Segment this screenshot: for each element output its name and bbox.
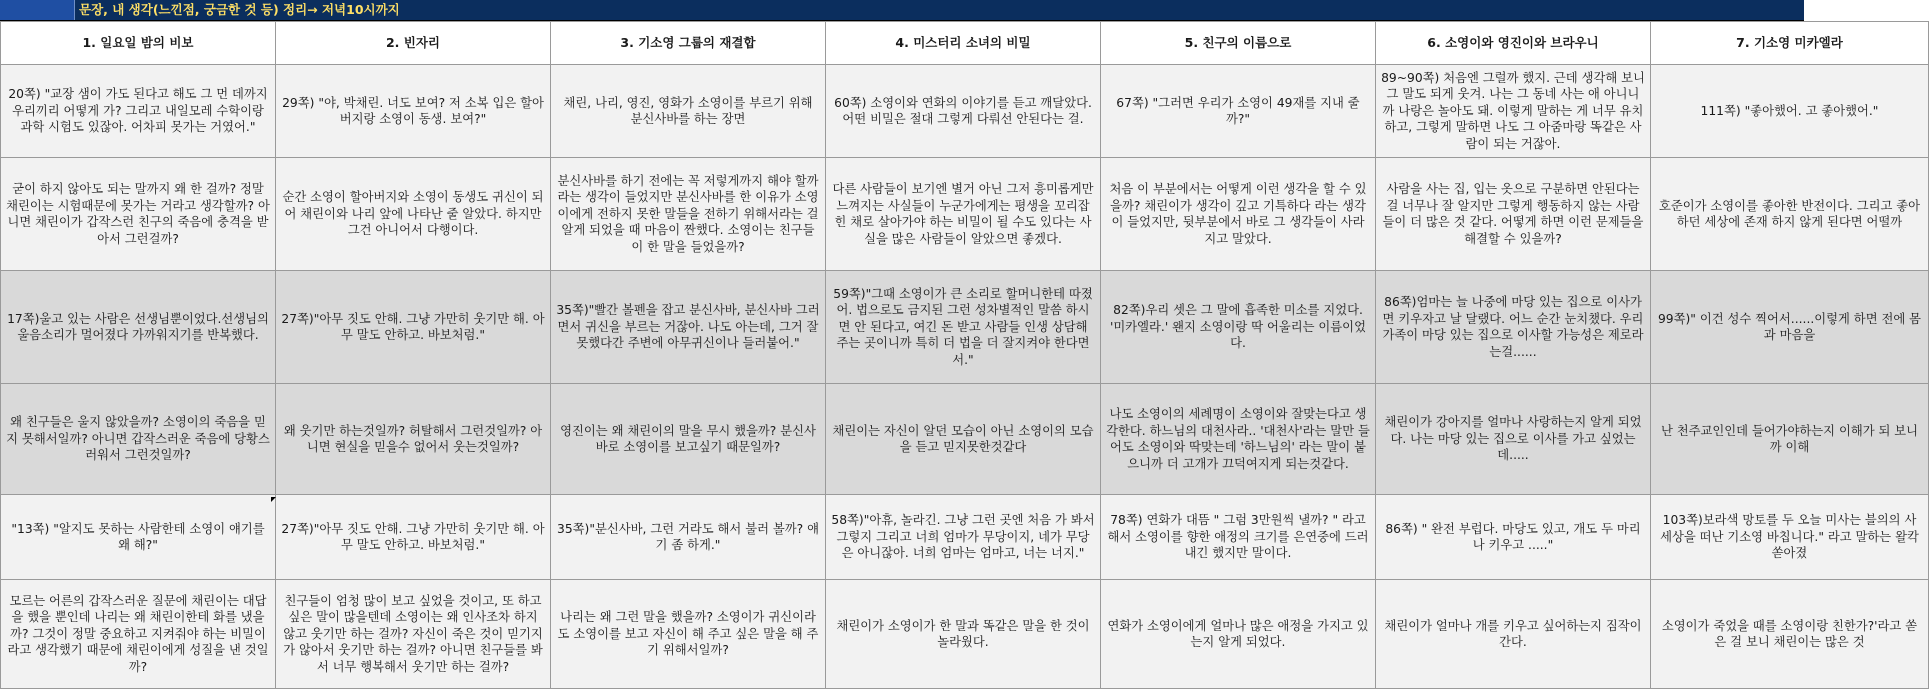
table-row xyxy=(1,495,1929,580)
table-cell[interactable]: "13쪽) "알지도 못하는 사람한테 소영이 얘기를 왜 해?" xyxy=(1,495,276,580)
table-cell[interactable]: 89~90쪽) 처음엔 그럴까 했지. 근데 생각해 보니 그 말도 되게 웃겨. 나는 그 동네 사는 애 아니니까 나랑은 놀아도 돼. 이렇게 말하는 게 너무 유치하고, 그렇게 말하면 나도 그 아줌마랑 똑같은 사람이 되는 거잖아. xyxy=(1376,65,1651,158)
table-cell[interactable]: 사람을 사는 집, 입는 옷으로 구분하면 안된다는 걸 너무나 잘 알지만 그렇게 행동하지 않는 사람들이 더 많은 것 같다. 어떻게 하면 이런 문제들을 해결할 수 있을까? xyxy=(1376,158,1651,271)
name-box[interactable] xyxy=(0,0,75,20)
column-header[interactable]: 5. 친구의 이름으로 xyxy=(1101,22,1376,65)
column-header[interactable]: 6. 소영이와 영진이와 브라우니 xyxy=(1376,22,1651,65)
table-row xyxy=(1,271,1929,384)
table-cell[interactable]: 35쪽)"빨간 볼펜을 잡고 분신사바, 분신사바 그러면서 귀신을 부르는 거잖아. 나도 아는데, 그거 잘못했다간 주변에 아무귀신이나 들러붙어." xyxy=(551,271,826,384)
table-cell[interactable]: 82쪽)우리 셋은 그 말에 흡족한 미소를 지었다. '미카엘라.' 왠지 소영이랑 딱 어울리는 이름이었다. xyxy=(1101,271,1376,384)
table-row xyxy=(1,580,1929,689)
table-cell[interactable]: 분신사바를 하기 전에는 꼭 저렇게까지 해야 할까 라는 생각이 들었지만 분신사바를 한 이유가 소영이에게 전하지 못한 말들을 전하기 위해서라는 걸 알게 되었을 때 마음이 짠했다. 소영이는 친구들이 한 말을 들었을까? xyxy=(551,158,826,271)
table-cell[interactable]: 60쪽) 소영이와 연화의 이야기를 듣고 깨달았다. 어떤 비밀은 절대 그렇게 다뤄선 안된다는 걸. xyxy=(826,65,1101,158)
table-cell[interactable]: 난 천주교인인데 들어가야하는지 이해가 되 보니까 이해 xyxy=(1651,384,1929,495)
table-cell[interactable]: 67쪽) "그러면 우리가 소영이 49재를 지내 줄까?" xyxy=(1101,65,1376,158)
header-row xyxy=(1,22,1929,65)
comment-indicator-icon[interactable] xyxy=(271,497,276,502)
table-row xyxy=(1,384,1929,495)
table-cell[interactable]: 왜 웃기만 하는것일까? 허탈해서 그런것일까? 아니면 현실을 믿을수 없어서 웃는것일까? xyxy=(276,384,551,495)
chapter-table xyxy=(0,21,1929,689)
sheet-title-bar xyxy=(0,0,1804,21)
table-cell[interactable]: 친구들이 엄청 많이 보고 싶었을 것이고, 또 하고 싶은 말이 많을텐데 소영이는 왜 인사조차 하지 않고 웃기만 하는 걸까? 자신이 죽은 것이 믿기지가 않아서 웃기만 하는 걸까? 아니면 친구들를 봐서 너무 행복해서 웃기만 하는 걸까? xyxy=(276,580,551,689)
sheet-title: 문장, 내 생각(느낀점, 궁금한 것 등) 정리→ 저녁10시까지 xyxy=(79,2,400,17)
column-header[interactable]: 2. 빈자리 xyxy=(276,22,551,65)
spreadsheet-grid[interactable] xyxy=(0,21,1922,693)
table-cell[interactable]: 27쪽)"아무 짓도 안해. 그냥 가만히 웃기만 해. 아무 말도 안하고. 바보처럼." xyxy=(276,271,551,384)
table-cell[interactable]: 111쪽) "좋아했어. 고 좋아했어." xyxy=(1651,65,1929,158)
table-cell[interactable]: 58쪽)"아휴, 놀라긴. 그냥 그런 곳엔 처음 가 봐서 그렇지 그리고 너희 엄마가 무당이지, 네가 무당은 아니잖아. 너희 엄마는 엄마고, 너는 너지." xyxy=(826,495,1101,580)
table-cell[interactable]: 채린, 나리, 영진, 영화가 소영이를 부르기 위해 분신사바를 하는 장면 xyxy=(551,65,826,158)
table-cell[interactable]: 나도 소영이의 세례명이 소영이와 잘맞는다고 생각한다. 하느님의 대천사라.. '대천사'라는 말만 들어도 소영이와 딱맞는데 '하느님의' 라는 말이 붙으니까 더 고개가 끄덕여지게 되는것같다. xyxy=(1101,384,1376,495)
table-row xyxy=(1,158,1929,271)
table-cell[interactable]: 35쪽)"분신사바, 그런 거라도 해서 불러 볼까? 얘기 좀 하게." xyxy=(551,495,826,580)
table-cell[interactable]: 17쪽)울고 있는 사람은 선생님뿐이었다.선생님의 울음소리가 멀어졌다 가까워지기를 반복했다. xyxy=(1,271,276,384)
table-cell[interactable]: 소영이가 죽었을 때를 소영이랑 친한가?'라고 쏟은 걸 보니 채린이는 많은 것 xyxy=(1651,580,1929,689)
table-cell[interactable]: 78쪽) 연화가 대뜸 " 그럼 3만원씩 낼까? " 라고 해서 소영이를 향한 애정의 크기를 은연중에 드러내긴 했지만 말이다. xyxy=(1101,495,1376,580)
table-cell[interactable]: 채린이가 얼마나 개를 키우고 싶어하는지 짐작이 간다. xyxy=(1376,580,1651,689)
column-header[interactable]: 7. 기소영 미카엘라 xyxy=(1651,22,1929,65)
table-cell[interactable]: 29쪽) "야, 박채린. 너도 보여? 저 소복 입은 할아버지랑 소영이 동생. 보여?" xyxy=(276,65,551,158)
table-cell[interactable]: 86쪽)엄마는 늘 나중에 마당 있는 집으로 이사가면 키우자고 날 달랬다. 어느 순간 눈치챘다. 우리가족이 마당 있는 집으로 이사할 가능성은 제로라는걸...... xyxy=(1376,271,1651,384)
table-cell[interactable]: 20쪽) "교장 샘이 가도 된다고 해도 그 먼 데까지 우리끼리 어떻게 가? 그리고 내일모레 수학이랑 과학 시험도 있잖아. 어차피 못가는 거였어." xyxy=(1,65,276,158)
table-cell[interactable]: 99쪽)" 이건 성수 찍어서......이렇게 하면 전에 몸과 마음을 xyxy=(1651,271,1929,384)
table-cell[interactable]: 103쪽)보라색 망토를 두 오늘 미사는 블의의 사 세상을 떠난 기소영 바칩니다." 라고 말하는 왈칵 쏟아졌 xyxy=(1651,495,1929,580)
table-cell[interactable]: 86쪽) " 완전 부럽다. 마당도 있고, 개도 두 마리나 키우고 ....." xyxy=(1376,495,1651,580)
table-cell[interactable]: 호준이가 소영이를 좋아한 반전이다. 그리고 좋아하던 세상에 존재 하지 않게 된다면 어떨까 xyxy=(1651,158,1929,271)
column-header[interactable]: 1. 일요일 밤의 비보 xyxy=(1,22,276,65)
table-row xyxy=(1,65,1929,158)
table-cell[interactable]: 59쪽)"그때 소영이가 큰 소리로 할머니한테 따졌어. 법으로도 금지된 그런 성차별적인 말씀 하시면 안 된다고, 여긴 돈 받고 사람들 인생 상담해 주는 곳이니까 특히 더 법을 더 잘지켜야 한다면서." xyxy=(826,271,1101,384)
table-cell[interactable]: 모르는 어른의 갑작스러운 질문에 채린이는 대답을 했을 뿐인데 나리는 왜 채린이한테 화를 냈을까? 그것이 정말 중요하고 지켜줘야 하는 비밀이라고 생각했기 때문에 채린이에게 성질을 낸 것일까? xyxy=(1,580,276,689)
table-cell[interactable]: 왜 친구들은 울지 않았을까? 소영이의 죽음을 믿지 못해서일까? 아니면 갑작스러운 죽음에 당황스러워서 그런것일까? xyxy=(1,384,276,495)
table-cell[interactable]: 다른 사람들이 보기엔 별거 아닌 그저 흥미롭게만 느껴지는 사실들이 누군가에게는 평생을 꼬리잡힌 채로 살아가야 하는 비밀이 될 수도 있다는 사실을 많은 사람들이 알았으면 좋겠다. xyxy=(826,158,1101,271)
table-cell[interactable]: 채린이가 소영이가 한 말과 똑같은 말을 한 것이 놀라웠다. xyxy=(826,580,1101,689)
table-cell[interactable]: 채린이가 강아지를 얼마나 사랑하는지 알게 되었다. 나는 마당 있는 집으로 이사를 가고 싶었는데..... xyxy=(1376,384,1651,495)
table-cell[interactable]: 27쪽)"아무 짓도 안해. 그냥 가만히 웃기만 해. 아무 말도 안하고. 바보처럼." xyxy=(276,495,551,580)
table-cell[interactable]: 채린이는 자신이 알던 모습이 아닌 소영이의 모습을 듣고 믿지못한것같다 xyxy=(826,384,1101,495)
table-cell[interactable]: 처음 이 부분에서는 어떻게 이런 생각을 할 수 있을까? 채린이가 생각이 깊고 기특하다 라는 생각이 들었지만, 뒷부분에서 바로 그 생각들이 사라지고 말았다. xyxy=(1101,158,1376,271)
table-cell[interactable]: 굳이 하지 않아도 되는 말까지 왜 한 걸까? 정말 채린이는 시험때문에 못가는 거라고 생각할까? 아니면 채린이가 갑작스런 친구의 죽음에 충격을 받아서 그런걸까? xyxy=(1,158,276,271)
table-cell[interactable]: 영진이는 왜 채린이의 말을 무시 했을까? 분신사바로 소영이를 보고싶기 때문일까? xyxy=(551,384,826,495)
table-cell[interactable]: 연화가 소영이에게 얼마나 많은 애정을 가지고 있는지 알게 되었다. xyxy=(1101,580,1376,689)
table-cell[interactable]: 순간 소영이 할아버지와 소영이 동생도 귀신이 되어 채린이와 나리 앞에 나타난 줄 알았다. 하지만 그건 아니어서 다행이다. xyxy=(276,158,551,271)
table-cell[interactable]: 나리는 왜 그런 말을 했을까? 소영이가 귀신이라도 소영이를 보고 자신이 해 주고 싶은 말을 해 주기 위해서일까? xyxy=(551,580,826,689)
column-header[interactable]: 4. 미스터리 소녀의 비밀 xyxy=(826,22,1101,65)
column-header[interactable]: 3. 기소영 그룹의 재결합 xyxy=(551,22,826,65)
